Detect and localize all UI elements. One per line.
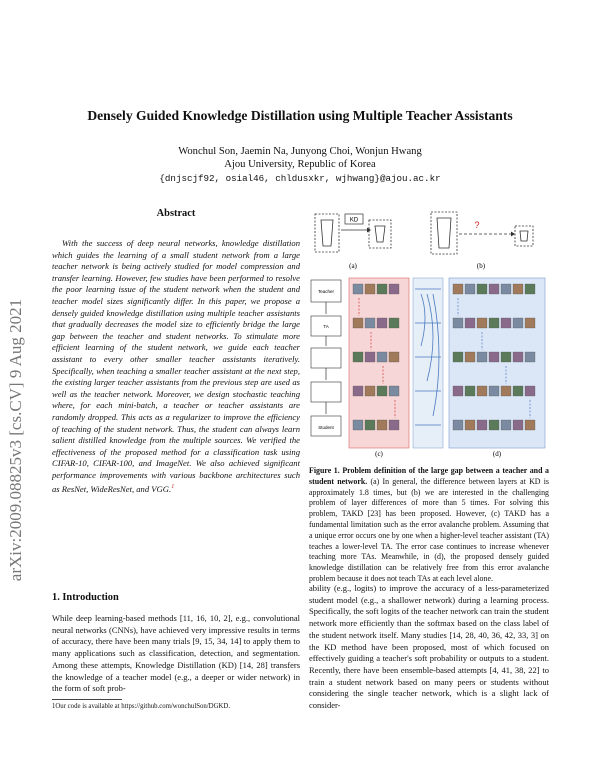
authors: Wonchul Son, Jaemin Na, Junyong Choi, Wonjun Hwang	[178, 146, 422, 157]
paper-title: Densely Guided Knowledge Distillation using Multiple Teacher Assistants	[87, 108, 513, 123]
authors-block	[0, 145, 600, 171]
arxiv-stamp	[4, 200, 28, 680]
label-student: Student	[318, 425, 334, 430]
label-kd: KD	[349, 217, 359, 224]
figure-1	[309, 206, 549, 463]
label-ta: TA	[323, 324, 329, 329]
abstract-text	[52, 238, 300, 496]
affiliation: Ajou University, Republic of Korea	[224, 159, 376, 170]
abstract-body: With the success of deep neural networks, knowledge distillation which guides the learning of a small student network from a large teacher network is being actively studied for model compression and transfer learning. However, few studies have been performed to resolve the poor learning issue of the student network when the student and teacher model sizes significantly differ. In this paper, we propose a densely guided knowledge distillation using multiple teacher assistants that gradually decreases the model size to efficiently bridge the large gap between the teacher and student networks. To stimulate more efficient learning of the student network, we guide each teacher assistant to every other smaller teacher assistants iteratively. Specifically, when teaching a smaller teacher assistant at the next step, the existing larger teacher assistants from the previous step are used as well as the teacher network. Moreover, we design stochastic teaching where, for each mini-batch, a teacher or teacher assistants are randomly dropped. This acts as a regularizer to improve the efficiency of teaching of the student network. Thus, the student can always learn salient distilled knowledge from the multiple sources. We verified the effectiveness of the proposed method for a classification task using CIFAR-10, CIFAR-100, and ImageNet. We also achieved significant performance improvements with various backbone architectures such as ResNet, WideResNet, and VGG.	[52, 238, 300, 495]
svg-text:?: ?	[474, 220, 480, 230]
caption-bold: Figure 1. Problem definition of the large gap between a teacher and a student network.	[309, 466, 549, 486]
footnote-rule	[52, 699, 122, 700]
arxiv-stamp-text: arXiv:2009.08825v3 [cs.CV] 9 Aug 2021	[6, 298, 25, 582]
label-b: (b)	[476, 262, 486, 270]
intro-text: While deep learning-based methods [11, 16, 10, 2], e.g., convolutional neural networks (CNNs), have achieved very impressive results in terms of accuracy, there have been many trials [9, 15, 34, 14] to apply them to many applications such as classification, detection, and segmentation. Among these attempts, Knowledge Distillation (KD) [14, 28] transfers the knowledge of a teacher model (e.g., a deeper or wider network) in the form of soft prob-	[52, 613, 300, 694]
panel-c	[311, 278, 409, 458]
footnote: 1Our code is available at https://github.com/wonchulSon/DGKD.	[52, 703, 231, 710]
footnote-mark[interactable]: 1	[171, 483, 175, 491]
right-column-text: ability (e.g., logits) to improve the accuracy of a less-parameterized student model (e.g., a shallower network) during a learning process. Specifically, the soft logits of the teacher network can train the student network more efficiently than the softmax based on the class label of the student network itself. Many studies [14, 28, 40, 36, 42, 33, 3] on the KD method have been proposed, most of which focused on effectively guiding a teacher's soft probability or outputs to a student. Recently, there have been ensemble-based attempts [4, 41, 38, 22] to train a student network based on many peers or students without considering the single teacher network, which is a slight lack of consider-	[309, 583, 549, 711]
label-a: (a)	[349, 262, 357, 270]
emails: {dnjscjf92, osial46, chldusxkr, wjhwang}@ajou.ac.kr	[159, 173, 441, 184]
label-teacher: Teacher	[317, 289, 335, 294]
figure-caption	[309, 466, 549, 585]
panel-a	[315, 214, 391, 270]
caption-text: (a) In general, the difference between layers at KD is approximately 1.8 times, but (b) we are interested in the challenging problem of layer differences of more than 5 times. For solving this problem, TAKD [23] has been proposed. However, (c) TAKD has a fundamental limitation such as the error avalanche problem. Assuming that a unique error occurs one by one when a higher-level teacher assistant (TA) teaches a lower-level TA. The error case continues to increase whenever teaching more TAs. Meanwhile, in (d), the proposed densely guided knowledge distillation can be relatively free from this error avalanche problem because it does not teach TAs at each level alone.	[309, 476, 549, 583]
abstract-heading: Abstract	[156, 208, 196, 219]
panel-d	[413, 278, 545, 458]
label-c: (c)	[375, 450, 383, 458]
panel-b	[431, 212, 533, 270]
intro-heading: 1. Introduction	[52, 592, 119, 603]
label-d: (d)	[492, 450, 502, 458]
